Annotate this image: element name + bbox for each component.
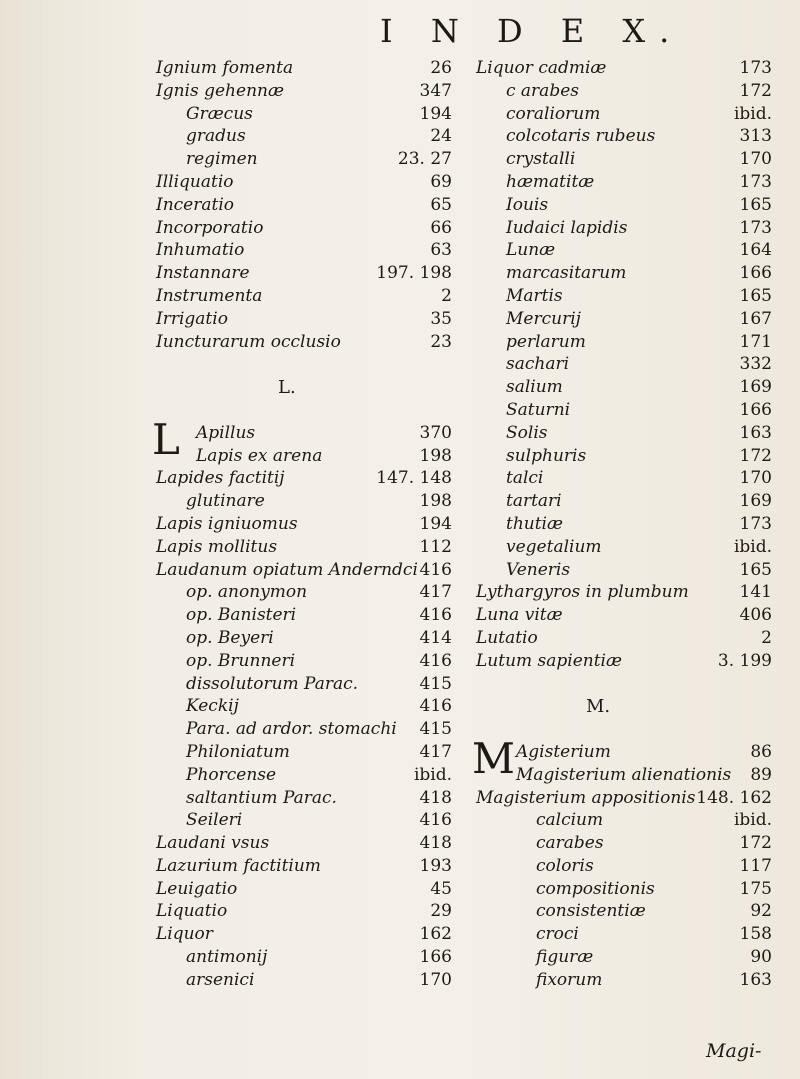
- entry-page-number: 3. 199: [717, 650, 772, 671]
- entry-term: Laudani vsus: [156, 833, 270, 854]
- index-entry: [156, 901, 456, 924]
- index-entry: [476, 651, 772, 674]
- index-entry: [476, 468, 772, 491]
- index-entry: [156, 810, 456, 833]
- index-entry: [476, 423, 772, 446]
- entry-page-number: 165: [739, 285, 772, 306]
- index-entry: [476, 833, 772, 856]
- entry-term: gradus: [186, 126, 246, 147]
- entry-term: op. Brunneri: [186, 650, 296, 671]
- entry-page-number: 166: [419, 947, 452, 968]
- entry-term: figuræ: [536, 947, 594, 968]
- entry-term: op. Banisteri: [186, 605, 297, 626]
- entry-page-number: 89: [750, 764, 772, 785]
- entry-term: salium: [506, 377, 563, 398]
- index-entry: [156, 218, 456, 241]
- entry-term: coraliorum: [506, 103, 601, 124]
- entry-term: Para. ad ardor. stomachi: [186, 719, 397, 740]
- entry-page-number: 169: [739, 491, 772, 512]
- entry-term: Lutum sapientiæ: [476, 650, 622, 671]
- index-entry: [476, 149, 772, 172]
- entry-page-number: 198: [419, 445, 452, 466]
- index-entry: [156, 696, 456, 719]
- entry-page-number: 332: [739, 354, 772, 375]
- entry-term: Inceratio: [156, 194, 235, 215]
- entry-term: Apillus: [196, 422, 256, 443]
- entry-term: Instrumenta: [156, 285, 263, 306]
- entry-term: vegetalium: [506, 536, 602, 557]
- index-entry: [476, 674, 772, 697]
- entry-page-number: 313: [739, 126, 772, 147]
- entry-term: dissolutorum Parac.: [186, 673, 359, 694]
- entry-page-number: 370: [419, 422, 452, 443]
- entry-term: Keckij: [186, 696, 239, 717]
- index-entry: [476, 879, 772, 902]
- entry-page-number: ibid.: [733, 103, 772, 124]
- index-entry: [156, 354, 456, 377]
- index-column-right: [472, 58, 772, 993]
- index-entry: [156, 788, 456, 811]
- entry-term: Saturni: [506, 399, 571, 420]
- entry-page-number: 194: [419, 513, 452, 534]
- index-entry: [156, 58, 456, 81]
- entry-page-number: 163: [739, 422, 772, 443]
- entry-term: c arabes: [506, 80, 579, 101]
- entry-term: sulphuris: [506, 445, 587, 466]
- entry-page-number: 416: [419, 810, 452, 831]
- entry-term: Incorporatio: [156, 217, 264, 238]
- entry-term: thutiæ: [506, 513, 563, 534]
- index-entry: [476, 172, 772, 195]
- index-entry: [156, 309, 456, 332]
- index-entry: [476, 856, 772, 879]
- drop-initial: L: [152, 414, 180, 464]
- entry-term: Græcus: [186, 103, 253, 124]
- entry-page-number: 86: [750, 741, 772, 762]
- entry-page-number: 164: [739, 240, 772, 261]
- entry-page-number: 63: [430, 240, 452, 261]
- entry-page-number: 418: [419, 787, 452, 808]
- entry-page-number: 197. 198: [376, 263, 452, 284]
- entry-page-number: 170: [419, 969, 452, 990]
- drop-initial: M: [472, 733, 516, 783]
- entry-page-number: 417: [419, 741, 452, 762]
- entry-page-number: 198: [419, 491, 452, 512]
- entry-page-number: 23. 27: [397, 149, 452, 170]
- index-entry: [476, 491, 772, 514]
- index-entry: [156, 172, 456, 195]
- index-entry: [156, 332, 456, 355]
- entry-term: Liquor cadmiæ: [476, 58, 607, 78]
- index-entry: [476, 719, 772, 742]
- index-entry: [476, 924, 772, 947]
- index-entry: [156, 742, 456, 765]
- entry-page-number: 173: [739, 217, 772, 238]
- entry-term: L.: [278, 377, 296, 399]
- index-entry: [476, 218, 772, 241]
- entry-page-number: 170: [739, 468, 772, 489]
- entry-page-number: 45: [430, 878, 452, 899]
- entry-term: saltantium Parac.: [186, 787, 337, 808]
- index-entry: [156, 765, 456, 788]
- entry-page-number: 416: [419, 559, 452, 580]
- entry-term: Lutatio: [476, 627, 538, 648]
- entry-term: Leuigatio: [156, 878, 238, 899]
- entry-term: glutinare: [186, 491, 265, 512]
- entry-term: Lapis mollitus: [156, 536, 278, 557]
- entry-page-number: 163: [739, 969, 772, 990]
- entry-term: Liquor: [156, 924, 213, 945]
- entry-page-number: 24: [430, 126, 452, 147]
- entry-page-number: 169: [739, 377, 772, 398]
- index-entry: [476, 605, 772, 628]
- entry-term: Solis: [506, 422, 548, 443]
- entry-page-number: 416: [419, 605, 452, 626]
- index-column-left: [152, 58, 456, 993]
- entry-page-number: 406: [739, 605, 772, 626]
- entry-page-number: 173: [739, 58, 772, 78]
- entry-page-number: 415: [419, 719, 452, 740]
- entry-page-number: 172: [739, 80, 772, 101]
- entry-term: colcotaris rubeus: [506, 126, 656, 147]
- entry-term: Lapides factitij: [156, 468, 285, 489]
- index-entry: [476, 377, 772, 400]
- entry-page-number: 26: [430, 58, 452, 78]
- entry-page-number: 416: [419, 696, 452, 717]
- entry-term: Magisterium appositionis: [476, 787, 696, 808]
- entry-term: Liquatio: [156, 901, 228, 922]
- index-entry: [156, 81, 456, 104]
- index-entry: [156, 970, 456, 993]
- entry-page-number: 415: [419, 673, 452, 694]
- entry-page-number: 92: [750, 901, 772, 922]
- entry-term: Iuncturarum occlusio: [156, 331, 341, 352]
- entry-term: Mercurij: [506, 308, 581, 329]
- index-entry: [156, 856, 456, 879]
- index-entry: [156, 149, 456, 172]
- entry-term: Magisterium alienationis: [516, 764, 732, 785]
- index-entry: [476, 195, 772, 218]
- entry-page-number: 417: [419, 582, 452, 603]
- index-entry: [156, 833, 456, 856]
- index-entry: [156, 514, 456, 537]
- entry-page-number: 347: [419, 80, 452, 101]
- index-entry: [476, 81, 772, 104]
- index-entry: [476, 446, 772, 469]
- entry-term: hæmatitæ: [506, 171, 595, 192]
- entry-page-number: 172: [739, 833, 772, 854]
- entry-page-number: 165: [739, 559, 772, 580]
- entry-term: coloris: [536, 855, 594, 876]
- entry-term: sachari: [506, 354, 570, 375]
- index-entry: [476, 514, 772, 537]
- entry-term: Iudaici lapidis: [506, 217, 628, 238]
- index-entry: [156, 651, 456, 674]
- entry-term: arsenici: [186, 969, 255, 990]
- entry-term: Laudanum opiatum Anderndci: [156, 559, 418, 580]
- index-entry: [476, 765, 772, 788]
- entry-term: calcium: [536, 810, 604, 831]
- entry-term: croci: [536, 924, 579, 945]
- index-entry: [156, 286, 456, 309]
- index-entry: [156, 491, 456, 514]
- index-entry: [476, 286, 772, 309]
- catchword: Magi-: [706, 1040, 762, 1062]
- entry-term: Instannare: [156, 263, 250, 284]
- entry-page-number: 171: [739, 331, 772, 352]
- entry-term: Iouis: [506, 194, 549, 215]
- index-entry: [156, 560, 456, 583]
- entry-term: fixorum: [536, 969, 603, 990]
- entry-term: Luna vitæ: [476, 605, 563, 626]
- entry-term: crystalli: [506, 149, 576, 170]
- index-entry: [156, 879, 456, 902]
- entry-page-number: 65: [430, 194, 452, 215]
- index-entry: [476, 628, 772, 651]
- index-entry: [476, 400, 772, 423]
- entry-term: regimen: [186, 149, 258, 170]
- entry-page-number: ibid.: [413, 764, 452, 785]
- entry-page-number: 173: [739, 513, 772, 534]
- index-entry: [476, 560, 772, 583]
- index-entry: [156, 674, 456, 697]
- entry-page-number: ibid.: [733, 810, 772, 831]
- entry-page-number: 90: [750, 947, 772, 968]
- entry-page-number: 35: [430, 308, 452, 329]
- entry-term: Seileri: [186, 810, 243, 831]
- entry-term: Veneris: [506, 559, 571, 580]
- entry-term: Phorcense: [186, 764, 277, 785]
- entry-page-number: 66: [430, 217, 452, 238]
- entry-term: tartari: [506, 491, 562, 512]
- index-entry: [156, 446, 456, 469]
- entry-term: Illiquatio: [156, 171, 234, 192]
- entry-page-number: 414: [419, 627, 452, 648]
- entry-term: Lapis igniuomus: [156, 513, 298, 534]
- entry-page-number: 175: [739, 878, 772, 899]
- index-entry: [476, 263, 772, 286]
- index-entry: [476, 970, 772, 993]
- entry-page-number: 167: [739, 308, 772, 329]
- entry-term: carabes: [536, 833, 604, 854]
- entry-term: Inhumatio: [156, 240, 245, 261]
- entry-page-number: 170: [739, 149, 772, 170]
- index-entry: [156, 605, 456, 628]
- index-entry: [476, 582, 772, 605]
- index-entry: [156, 468, 456, 491]
- entry-page-number: 29: [430, 901, 452, 922]
- index-entry: [476, 240, 772, 263]
- entry-page-number: 158: [739, 924, 772, 945]
- entry-term: marcasitarum: [506, 263, 627, 284]
- entry-page-number: 117: [739, 855, 772, 876]
- entry-page-number: 194: [419, 103, 452, 124]
- index-entry: [156, 582, 456, 605]
- index-entry: [156, 400, 456, 423]
- index-entry: [476, 901, 772, 924]
- index-entry: [476, 810, 772, 833]
- index-entry: [156, 628, 456, 651]
- entry-term: Lapis ex arena: [196, 445, 323, 466]
- index-entry: [156, 240, 456, 263]
- entry-term: Lazurium factitium: [156, 855, 321, 876]
- entry-term: op. Beyeri: [186, 627, 274, 648]
- entry-page-number: 166: [739, 263, 772, 284]
- index-entry: [156, 924, 456, 947]
- entry-page-number: 141: [739, 582, 772, 603]
- index-entry: [156, 195, 456, 218]
- entry-page-number: 172: [739, 445, 772, 466]
- index-entry: [476, 332, 772, 355]
- entry-term: Ignium fomenta: [156, 58, 294, 78]
- entry-page-number: 165: [739, 194, 772, 215]
- index-entry: [476, 788, 772, 811]
- entry-page-number: 162: [419, 924, 452, 945]
- entry-page-number: 23: [430, 331, 452, 352]
- entry-page-number: 2: [441, 285, 452, 306]
- entry-page-number: ibid.: [733, 536, 772, 557]
- entry-page-number: 147. 148: [376, 468, 452, 489]
- entry-term: consistentiæ: [536, 901, 646, 922]
- index-entry: [476, 354, 772, 377]
- section-letter: [156, 377, 456, 400]
- index-entry: [476, 537, 772, 560]
- entry-term: Lunæ: [506, 240, 556, 261]
- index-entry: [156, 104, 456, 127]
- index-entry: [156, 126, 456, 149]
- running-head: I N D E X.: [380, 12, 684, 50]
- entry-term: perlarum: [506, 331, 586, 352]
- entry-page-number: 69: [430, 171, 452, 192]
- index-entry: [156, 537, 456, 560]
- index-entry: [156, 719, 456, 742]
- entry-page-number: 2: [761, 627, 772, 648]
- index-entry: [476, 126, 772, 149]
- entry-term: antimonij: [186, 947, 268, 968]
- index-entry: [156, 263, 456, 286]
- section-letter: [476, 696, 772, 719]
- entry-term: Martis: [506, 285, 563, 306]
- entry-page-number: 173: [739, 171, 772, 192]
- entry-term: Philoniatum: [186, 741, 290, 762]
- entry-page-number: 148. 162: [696, 787, 772, 808]
- entry-page-number: 193: [419, 855, 452, 876]
- entry-page-number: 418: [419, 833, 452, 854]
- entry-term: talci: [506, 468, 544, 489]
- entry-page-number: 416: [419, 650, 452, 671]
- entry-page-number: 112: [419, 536, 452, 557]
- entry-term: compositionis: [536, 878, 655, 899]
- index-entry: [156, 947, 456, 970]
- entry-term: Agisterium: [516, 741, 611, 762]
- index-entry: [476, 947, 772, 970]
- index-entry: [476, 309, 772, 332]
- index-entry: [476, 104, 772, 127]
- index-entry: [476, 58, 772, 81]
- entry-term: Irrigatio: [156, 308, 228, 329]
- entry-term: M.: [586, 696, 611, 718]
- entry-term: op. anonymon: [186, 582, 308, 603]
- entry-page-number: 166: [739, 399, 772, 420]
- entry-term: Ignis gehennæ: [156, 80, 284, 101]
- entry-term: Lythargyros in plumbum: [476, 582, 689, 603]
